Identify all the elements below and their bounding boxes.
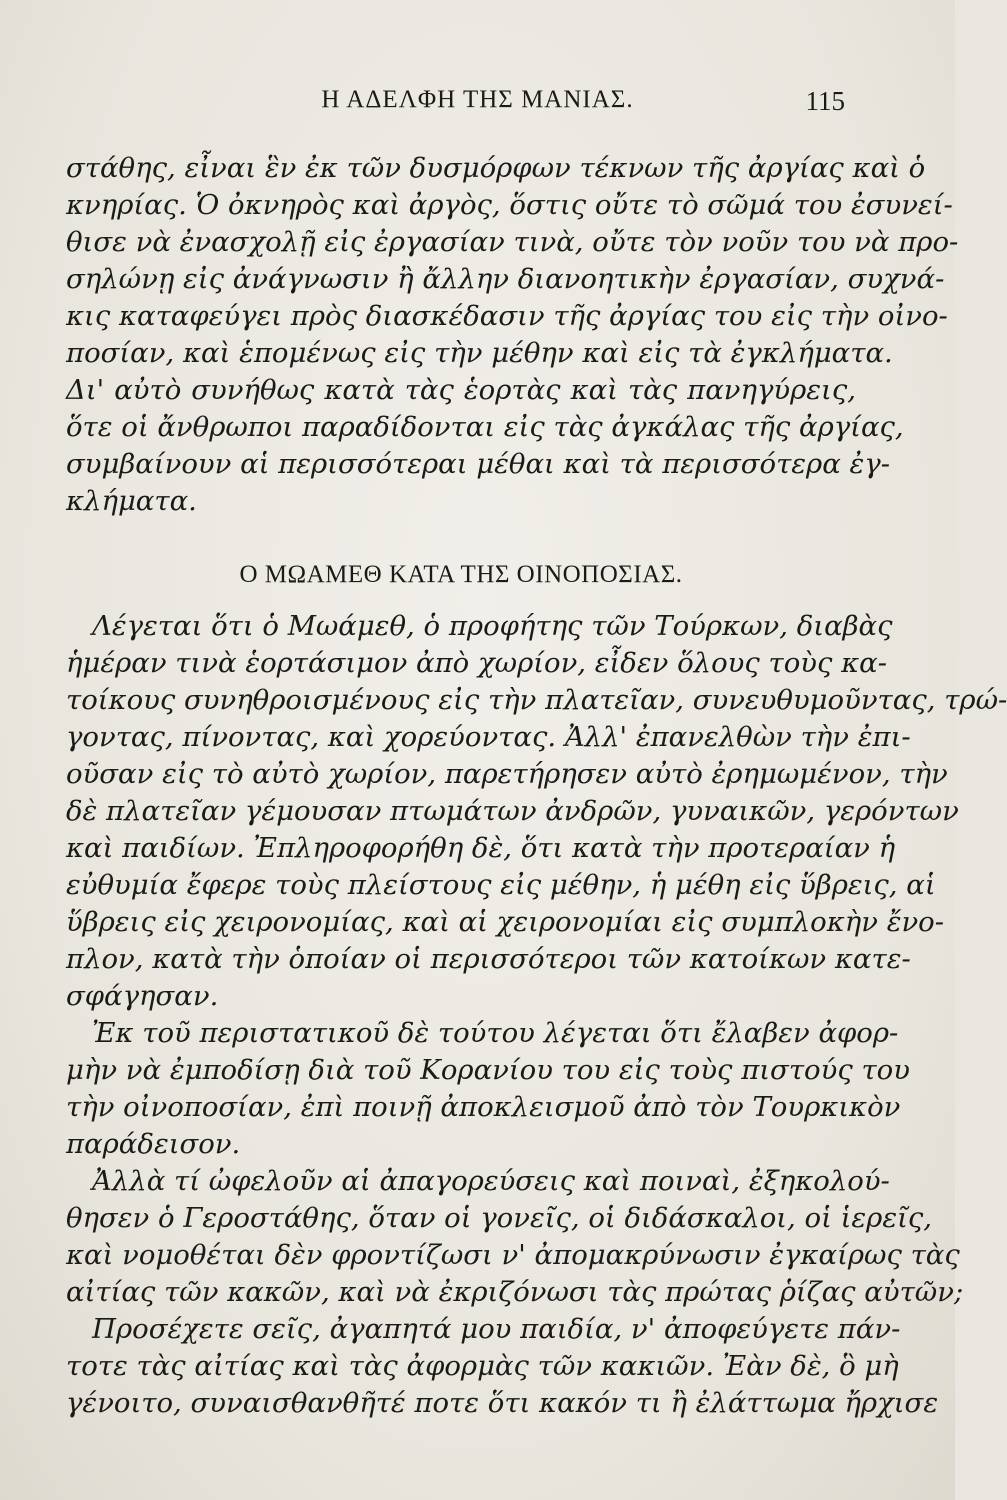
text-line: δὲ πλατεῖαν γέμουσαν πτωμάτων ἀνδρῶν, γυναικῶν, γερόντων <box>66 795 959 827</box>
text-line: ποσίαν, καὶ ἑπομένως εἰς τὴν μέθην καὶ εἰς τὰ ἐγκλήματα. <box>66 337 893 369</box>
text-line: Δι' αὐτὸ συνήθως κατὰ τὰς ἑορτὰς καὶ τὰς πανηγύρεις, <box>66 374 856 406</box>
text-line: σφάγησαν. <box>66 980 219 1012</box>
paragraph-2 <box>66 608 1007 1015</box>
text-line: Προσέχετε σεῖς, ἀγαπητά μου παιδία, ν' ἀποφεύγετε πάν- <box>92 1313 901 1345</box>
text-line: ὕβρεις εἰς χειρονομίας, καὶ αἱ χειρονομίαι εἰς συμπλοκὴν ἔνο- <box>66 906 945 938</box>
text-line: σηλώνῃ εἰς ἀνάγνωσιν ἢ ἄλλην διανοητικὴν ἐργασίαν, συχνά- <box>66 263 945 295</box>
text-line: μὴν νὰ ἐμποδίσῃ διὰ τοῦ Κορανίου του εἰς τοὺς πιστούς του <box>66 1054 910 1086</box>
running-title: Η ΑΔΕΛΦΗ ΤΗΣ ΜΑΝΙΑΣ. <box>321 86 634 113</box>
text-line: γένοιτο, συναισθανθῆτέ ποτε ὅτι κακόν τι ἢ ἐλάττωμα ἤρχισε <box>66 1387 939 1419</box>
text-line: ἡμέραν τινὰ ἑορτάσιμον ἀπὸ χωρίον, εἶδεν ὅλους τοὺς κα- <box>66 647 888 679</box>
paragraph-3 <box>66 1015 910 1163</box>
paragraph-5 <box>66 1311 939 1422</box>
text-line: τοτε τὰς αἰτίας καὶ τὰς ἀφορμὰς τῶν κακιῶν. Ἐὰν δὲ, ὃ μὴ <box>66 1350 899 1382</box>
text-line: Ἐκ τοῦ περιστατικοῦ δὲ τούτου λέγεται ὅτι ἔλαβεν ἀφορ- <box>92 1017 899 1049</box>
text-line: τὴν οἰνοποσίαν, ἐπὶ ποινῇ ἀποκλεισμοῦ ἀπὸ τὸν Τουρκικὸν <box>66 1091 901 1123</box>
text-line: πλον, κατὰ τὴν ὁποίαν οἱ περισσότεροι τῶν κατοίκων κατε- <box>66 943 911 975</box>
text-line: οῦσαν εἰς τὸ αὐτὸ χωρίον, παρετήρησεν αὐτὸ ἐρημωμένον, τὴν <box>66 758 948 790</box>
text-line: ὅτε οἱ ἄνθρωποι παραδίδονται εἰς τὰς ἀγκάλας τῆς ἀργίας, <box>66 411 904 443</box>
text-line: αἰτίας τῶν κακῶν, καὶ νὰ ἐκριζόνωσι τὰς πρώτας ῥίζας αὐτῶν; <box>66 1276 964 1308</box>
text-line: θησεν ὁ Γεροστάθης, ὅταν οἱ γονεῖς, οἱ διδάσκαλοι, οἱ ἱερεῖς, <box>66 1202 933 1234</box>
text-line: συμβαίνουν αἱ περισσότεραι μέθαι καὶ τὰ περισσότερα ἐγ- <box>66 448 891 480</box>
text-line: γοντας, πίνοντας, καὶ χορεύοντας. Ἀλλ' ἐπανελθὼν τὴν ἐπι- <box>66 721 911 753</box>
text-line: τοίκους συνηθροισμένους εἰς τὴν πλατεῖαν, συνευθυμοῦντας, τρώ- <box>66 684 1007 716</box>
page-number: 115 <box>805 86 845 116</box>
text-line: εὐθυμία ἔφερε τοὺς πλείστους εἰς μέθην, ἡ μέθη εἰς ὕβρεις, αἱ <box>66 869 936 901</box>
text-line: θισε νὰ ἐνασχολῇ εἰς ἐργασίαν τινὰ, οὔτε τὸν νοῦν του νὰ προ- <box>66 226 959 258</box>
text-line: Λέγεται ὅτι ὁ Μωάμεθ, ὁ προφήτης τῶν Τούρκων, διαβὰς <box>92 610 893 642</box>
text-line: καὶ νομοθέται δὲν φροντίζωσι ν' ἀπομακρύνωσιν ἐγκαίρως τὰς <box>66 1239 960 1271</box>
text-line: κνηρίας. Ὁ ὀκνηρὸς καὶ ἀργὸς, ὅστις οὔτε τὸ σῶμά του ἐσυνεί- <box>66 189 953 221</box>
text-line: στάθης, εἶναι ἓν ἐκ τῶν δυσμόρφων τέκνων τῆς ἀργίας καὶ ὁ <box>66 152 926 184</box>
paragraph-1 <box>66 150 959 520</box>
body-text <box>66 150 1007 1422</box>
text-line: Ἀλλὰ τί ὠφελοῦν αἱ ἀπαγορεύσεις καὶ ποιναὶ, ἐξηκολού- <box>92 1165 890 1197</box>
text-line: κις καταφεύγει πρὸς διασκέδασιν τῆς ἀργίας του εἰς τὴν οἰνο- <box>66 300 948 332</box>
paragraph-4 <box>66 1163 964 1311</box>
text-line: κλήματα. <box>66 485 197 517</box>
text-line: παράδεισον. <box>66 1128 241 1160</box>
text-line: καὶ παιδίων. Ἐπληροφορήθη δὲ, ὅτι κατὰ τὴν προτεραίαν ἡ <box>66 832 896 864</box>
section-title: Ο ΜΩΑΜΕΘ ΚΑΤΑ ΤΗΣ ΟΙΝΟΠΟΣΙΑΣ. <box>239 561 683 588</box>
page-header <box>0 86 955 126</box>
